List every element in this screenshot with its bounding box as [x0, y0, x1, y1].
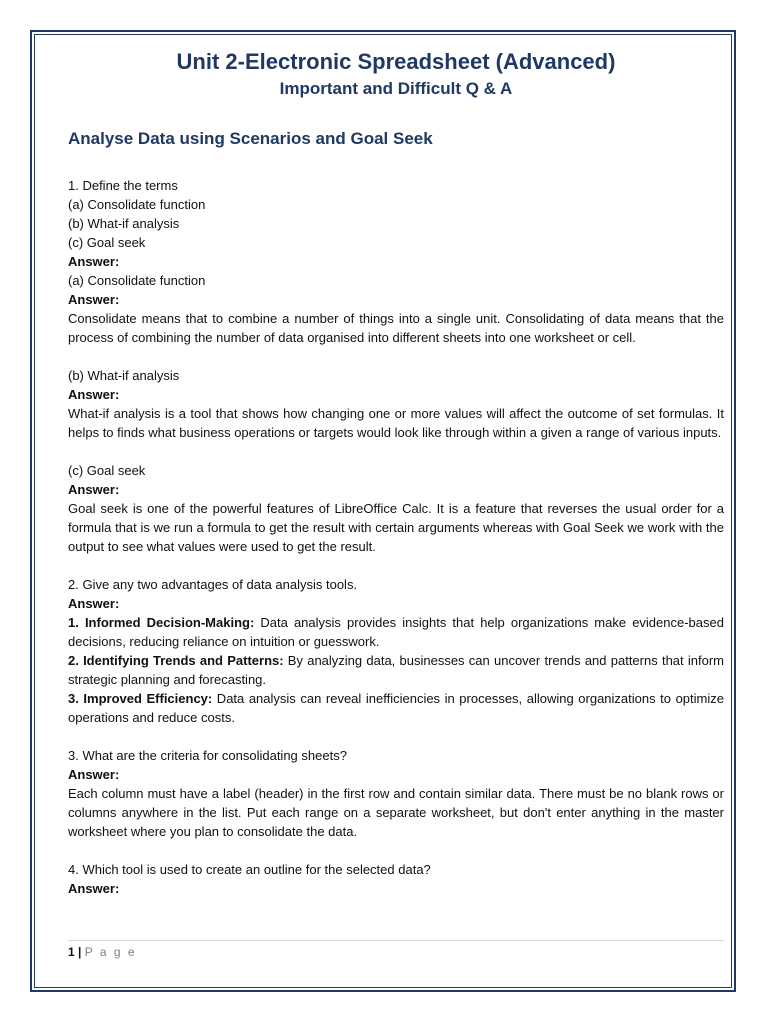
- q2-point-3: [68, 689, 724, 727]
- q1-term-a: (a) Consolidate function: [68, 197, 206, 212]
- q4-answer-label: Answer:: [68, 881, 120, 896]
- q2-question: 2. Give any two advantages of data analysis tools.: [68, 577, 358, 592]
- q4-question: 4. Which tool is used to create an outline for the selected data?: [68, 862, 431, 877]
- q3-answer-label: Answer:: [68, 767, 120, 782]
- q1-a-answer-label: Answer:: [68, 292, 120, 307]
- footer-separator: |: [78, 945, 82, 959]
- q1-question: 1. Define the terms: [68, 178, 178, 193]
- document-content: [68, 48, 724, 898]
- page-word: P a g e: [84, 945, 137, 959]
- q2-point-1: [68, 613, 724, 651]
- q3-question: 3. What are the criteria for consolidating sheets?: [68, 748, 347, 763]
- q1-a-heading: (a) Consolidate function: [68, 273, 206, 288]
- q2-point-3-label: 3. Improved Efficiency:: [68, 691, 213, 706]
- q1-answer-label: Answer:: [68, 254, 120, 269]
- document-title: Unit 2-Electronic Spreadsheet (Advanced): [176, 49, 616, 74]
- q1-a-text: Consolidate means that to combine a number of things into a single unit. Consolidating of data means that the process of combining the number of data organised into different sheets into one worksheet or cell.: [68, 311, 724, 345]
- q1-term-c: (c) Goal seek: [68, 235, 146, 250]
- q1-b-text: What-if analysis is a tool that shows how changing one or more values will affect the outcome of set formulas. It helps to finds what business operations or targets would look like through within a given a range of various inputs.: [68, 406, 724, 440]
- q2-point-2-text: By analyzing data, businesses can uncover trends and patterns that inform strategic planning and forecasting.: [68, 653, 724, 687]
- q1-c-answer-label: Answer:: [68, 482, 120, 497]
- q2-point-2-label: 2. Identifying Trends and Patterns:: [68, 653, 284, 668]
- page-number: 1: [68, 945, 75, 959]
- q3-text: Each column must have a label (header) in the first row and contain similar data. There must be no blank rows or columns anywhere in the list. Put each range on a separate worksheet, but don't enter anything in the master worksheet where you plan to consolidate the data.: [68, 786, 724, 839]
- document-subtitle: Important and Difficult Q & A: [279, 79, 513, 98]
- qa-body: [68, 176, 724, 898]
- q2-point-1-text: Data analysis provides insights that help organizations make evidence-based decisions, reducing reliance on intuition or guesswork.: [68, 615, 724, 649]
- q2-point-2: [68, 651, 724, 689]
- section-heading: Analyse Data using Scenarios and Goal Seek: [68, 129, 433, 148]
- q1-b-answer-label: Answer:: [68, 387, 120, 402]
- q1-term-b: (b) What-if analysis: [68, 216, 180, 231]
- q1-c-heading: (c) Goal seek: [68, 463, 146, 478]
- q2-answer-label: Answer:: [68, 596, 120, 611]
- page-footer: [68, 940, 724, 960]
- q2-point-1-label: 1. Informed Decision-Making:: [68, 615, 255, 630]
- q1-c-text: Goal seek is one of the powerful features of LibreOffice Calc. It is a feature that reverses the usual order for a formula that is we run a formula to get the result with certain arguments whereas with Goal Seek we work with the output to see what values were used to get the result.: [68, 501, 724, 554]
- q1-b-heading: (b) What-if analysis: [68, 368, 180, 383]
- q2-point-3-text: Data analysis can reveal inefficiencies in processes, allowing organizations to optimize operations and reduce costs.: [68, 691, 724, 725]
